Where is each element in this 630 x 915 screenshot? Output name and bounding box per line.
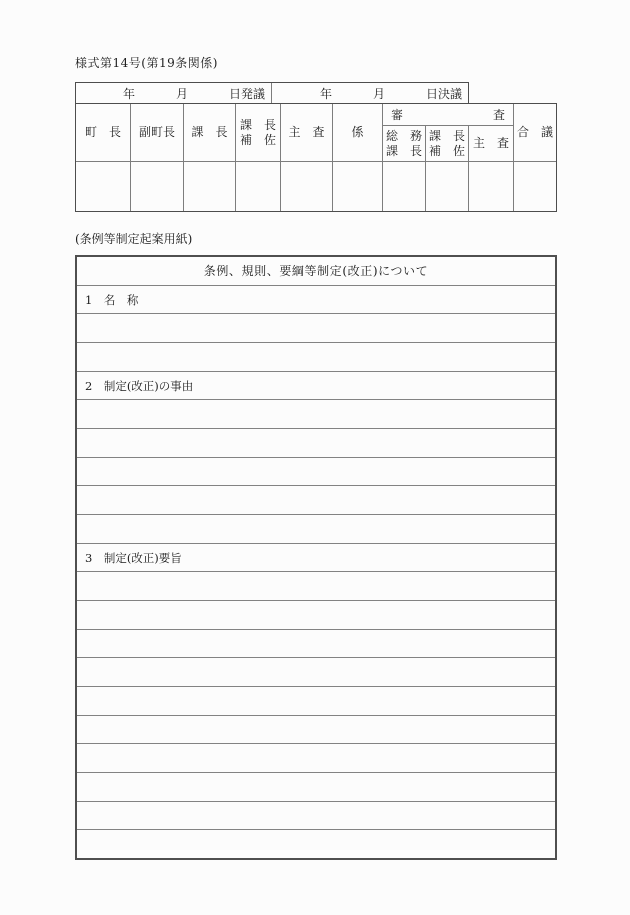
empty-row <box>77 657 555 686</box>
staff-label: 係 <box>351 125 364 139</box>
proposal-year-label: 年 <box>122 86 135 101</box>
review-label-right: 査 <box>492 108 505 122</box>
stamp-cell-mayor <box>76 162 131 211</box>
stamp-cell-joint-consultation <box>514 162 556 211</box>
section-chief-label: 課 長 <box>191 125 228 139</box>
proposal-date-cell <box>76 83 272 103</box>
empty-row <box>77 772 555 801</box>
review-label-left: 審 <box>391 108 404 122</box>
empty-row <box>77 600 555 629</box>
stamp-cell-chief-examiner <box>281 162 333 211</box>
stamp-cell-section-chief <box>184 162 236 211</box>
proposal-month-label: 月 <box>175 86 188 101</box>
stamp-cell-assistant-section-chief <box>236 162 281 211</box>
review-header-cell <box>383 104 513 126</box>
stamp-cell-staff <box>333 162 383 211</box>
empty-row <box>77 571 555 600</box>
chief-examiner-header-cell <box>281 104 333 161</box>
review-chief-examiner-header-cell <box>469 126 513 161</box>
empty-row <box>77 457 555 486</box>
general-affairs-chief-label-line1: 総 務 <box>385 128 422 143</box>
review-chief-examiner-label: 主 査 <box>472 136 509 150</box>
empty-row <box>77 485 555 514</box>
sheet-type-label: (条例等制定起案用紙) <box>75 232 193 246</box>
deputy-mayor-header-cell <box>131 104 184 161</box>
approver-grid <box>75 103 557 212</box>
section-chief-header-cell <box>184 104 236 161</box>
empty-row <box>77 629 555 658</box>
empty-row <box>77 313 555 342</box>
section-2-label: 2 制定(改正)の事由 <box>85 378 194 393</box>
empty-row <box>77 399 555 428</box>
draft-table <box>75 255 557 860</box>
empty-row <box>77 829 555 858</box>
general-affairs-chief-header-cell <box>383 126 426 161</box>
approver-header-row <box>76 104 556 161</box>
empty-row <box>77 428 555 457</box>
draft-table-title-row <box>77 257 555 285</box>
joint-consultation-label: 合 議 <box>516 125 553 139</box>
section-1-label-row <box>77 285 555 314</box>
general-affairs-chief-label-line2: 課 長 <box>385 143 422 158</box>
approval-table <box>75 82 557 212</box>
stamp-row <box>76 161 556 211</box>
proposal-day-label: 日発議 <box>228 86 265 101</box>
section-3-label: 3 制定(改正)要旨 <box>85 550 182 565</box>
stamp-cell-general-affairs-chief <box>383 162 426 211</box>
section-1-label: 1 名 称 <box>85 292 139 307</box>
review-subcolumns <box>383 126 513 161</box>
stamp-cell-review-assistant-section-chief <box>426 162 469 211</box>
decision-day-label: 日決議 <box>425 86 462 101</box>
review-group <box>383 104 514 161</box>
date-row <box>75 82 469 103</box>
mayor-label: 町 長 <box>84 125 121 139</box>
decision-year-label: 年 <box>319 86 332 101</box>
stamp-cell-review-chief-examiner <box>469 162 514 211</box>
stamp-cell-deputy-mayor <box>131 162 184 211</box>
review-assistant-section-chief-label-line1: 課 長 <box>428 128 465 143</box>
form-number-label: 様式第14号(第19条関係) <box>75 56 218 70</box>
deputy-mayor-label: 副町長 <box>138 125 175 139</box>
empty-row <box>77 686 555 715</box>
empty-row <box>77 514 555 543</box>
section-3-label-row <box>77 543 555 572</box>
joint-consultation-header-cell <box>514 104 556 161</box>
staff-header-cell <box>333 104 383 161</box>
assistant-section-chief-label-line2: 補 佐 <box>239 132 276 147</box>
assistant-section-chief-header-cell <box>236 104 281 161</box>
empty-row <box>77 801 555 830</box>
draft-table-title: 条例、規則、要綱等制定(改正)について <box>203 264 429 279</box>
assistant-section-chief-label-line1: 課 長 <box>239 117 276 132</box>
review-assistant-section-chief-header-cell <box>426 126 469 161</box>
decision-date-cell <box>272 83 468 103</box>
empty-row <box>77 715 555 744</box>
review-assistant-section-chief-label-line2: 補 佐 <box>428 143 465 158</box>
decision-month-label: 月 <box>372 86 385 101</box>
empty-row <box>77 743 555 772</box>
section-2-label-row <box>77 371 555 400</box>
mayor-header-cell <box>76 104 131 161</box>
empty-row <box>77 342 555 371</box>
chief-examiner-label: 主 査 <box>288 125 325 139</box>
